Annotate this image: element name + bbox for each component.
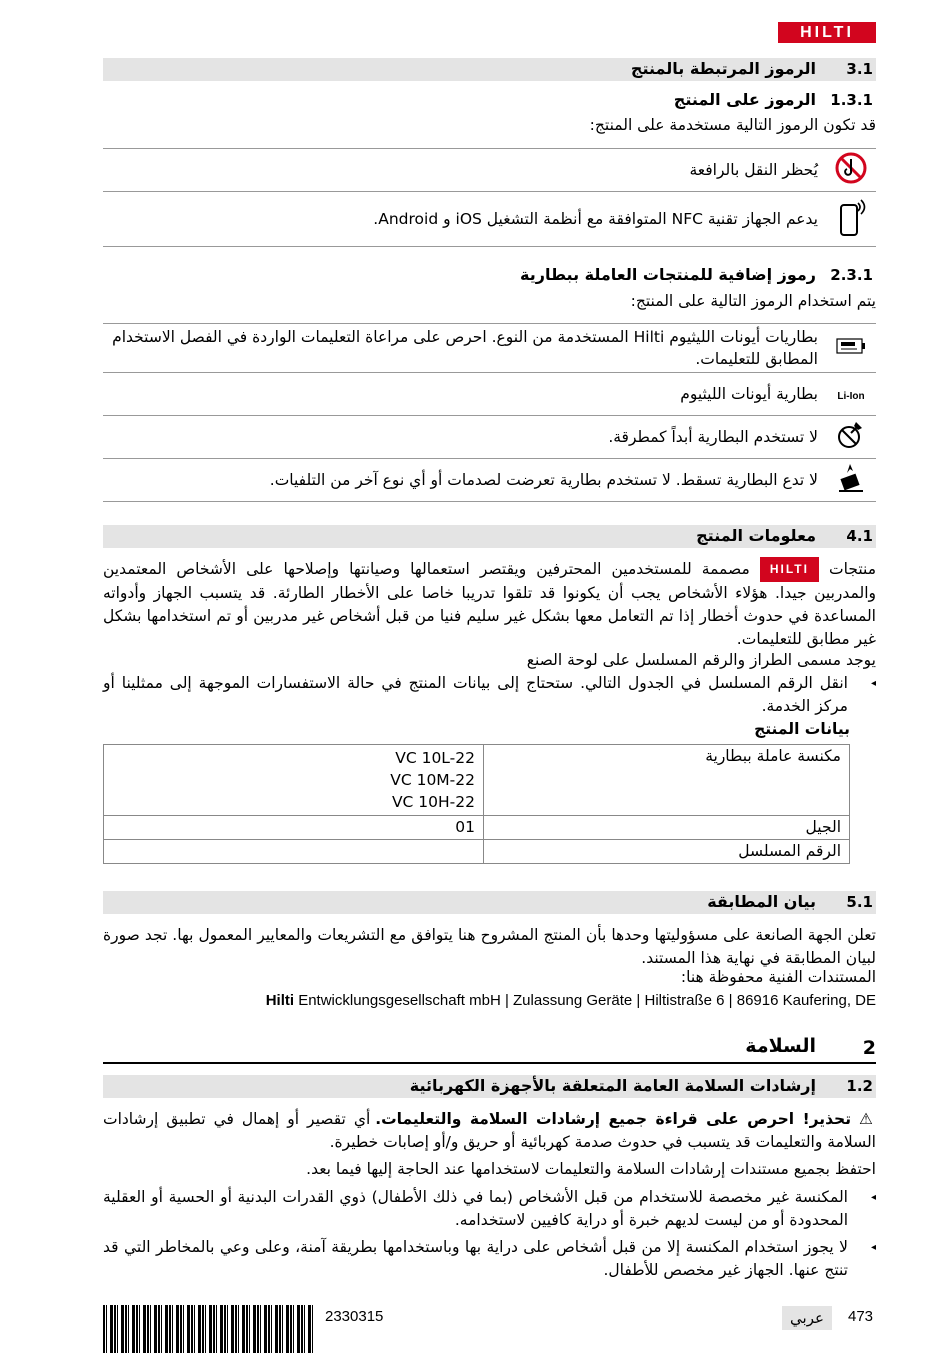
keep-instructions: احتفظ بجميع مستندات إرشادات السلامة والتعليمات لاستخدامها عند الحاجة إليها فيما بعد.: [306, 1160, 876, 1178]
bullet-text: المكنسة غير مخصصة للاستخدام من قبل الأشخاص (بما في ذلك الأطفال) ذوي القدرات البدنية أو الحسية أو العقلية المحدودة أو من ليست لديهم خبرة أو دراية كافيين لاستخدامه.: [103, 1188, 848, 1229]
product-label: مكنسة عاملة ببطارية: [484, 745, 850, 816]
bullet-text: انقل الرقم المسلسل في الجدول التالي. ستحتاج إلى بيانات المنتج في حالة الاستفسارات الموجهة إلى ممثلينا أو مركز الخدمة.: [103, 674, 848, 715]
symbol-description: لا تستخدم البطارية أبداً كمطرقة.: [103, 416, 826, 459]
conformity-paragraph: تعلن الجهة الصانعة على مسؤوليتها وحدها بأن المنتج المشروح هنا يتوافق مع التشريعات والمعايير المعمول بها. تجد صورة لبيان المطابقة في نهاية هذا المستند.: [103, 926, 876, 967]
section-4-1-header: [103, 525, 876, 548]
safety-warning: [103, 1108, 876, 1154]
section-title: بيان المطابقة: [707, 892, 816, 911]
serial-label: الرقم المسلسل: [484, 840, 850, 864]
symbol-row: [103, 192, 876, 247]
section-number: 3.1: [846, 60, 873, 78]
no-crane-lift-icon: [826, 149, 876, 192]
section-title: معلومات المنتج: [696, 526, 816, 545]
symbol-row: [103, 373, 876, 416]
bullet-arrow-icon: ◂: [870, 1242, 876, 1253]
generation-value: 01: [104, 816, 484, 840]
product-data-table: [103, 744, 850, 864]
serial-number-input[interactable]: [104, 840, 484, 864]
warning-rest: أي تقصير أو إهمال في تطبيق إرشادات السلامة والتعليمات قد يتسبب في حدوث صدمة كهربائية أو حريق و/أو إصابات خطيرة.: [103, 1110, 876, 1151]
model-value: VC 10H-22: [391, 793, 475, 811]
model-value: VC 10M-22: [390, 771, 475, 789]
symbol-row: [103, 149, 876, 192]
li-ion-label: [826, 373, 876, 416]
generation-row: [104, 816, 850, 840]
symbol-description: لا تدع البطارية تسقط. لا تستخدم بطارية تعرضت لصدمات أو أي نوع آخر من التلفيات.: [103, 459, 826, 502]
chapter-number: 2: [862, 1037, 876, 1059]
battery-description-text: بطاريات أيونات الليثيوم Hilti المستخدمة من النوع. احرص على مراعاة التعليمات الواردة في الفصل الاستخدام المطابق للتعليمات.: [112, 328, 818, 368]
hilti-battery-icon: [826, 324, 876, 373]
section-5-1-header: [103, 891, 876, 914]
no-hammer-icon: [826, 416, 876, 459]
subsection-number: 1.3.1: [830, 91, 873, 109]
battery-symbols-table: [103, 323, 876, 502]
subsection-2-3-1-header: [103, 264, 876, 288]
product-values: [104, 745, 484, 816]
symbol-description: [103, 324, 826, 373]
subsection-intro: يتم استخدام الرموز التالية على المنتج:: [630, 292, 876, 310]
product-row: [104, 745, 850, 816]
symbol-description: يُحظر النقل بالرافعة: [103, 149, 826, 192]
product-data-title: بيانات المنتج: [754, 720, 850, 738]
product-info-paragraph: [103, 557, 876, 651]
section-3-1-header: [103, 58, 876, 81]
symbols-table: [103, 148, 876, 247]
chapter-2-header: [103, 1037, 876, 1064]
symbol-row: [103, 324, 876, 373]
subsection-number: 2.3.1: [830, 266, 873, 284]
address-rest: Entwicklungsgesellschaft mbH | Zulassung Geräte | Hiltistraße 6 | 86916 Kaufering, DE: [294, 992, 876, 1009]
bullet-arrow-icon: ◂: [870, 1192, 876, 1203]
symbol-description: بطارية أيونات الليثيوم: [103, 373, 826, 416]
address-brand: Hilti: [265, 992, 295, 1009]
section-title: الرموز المرتبطة بالمنتج: [630, 59, 816, 78]
section-1-2-header: [103, 1075, 876, 1098]
symbol-row: [103, 416, 876, 459]
document-number: 2330315: [325, 1308, 384, 1325]
warning-triangle-icon: ⚠: [859, 1110, 876, 1128]
symbol-row: [103, 459, 876, 502]
bullet-text: لا يجوز استخدام المكنسة إلا من قبل أشخاص على دراية بها وباستخدامها بطريقة آمنة، وعلى وعي بالمخاطر التي قد تنتج عنها. الجهاز غير مخصص للأطفال.: [103, 1238, 848, 1279]
warning-bold: تحذير! احرص على قراءة جميع إرشادات السلامة والتعليمات.: [375, 1110, 852, 1128]
model-value: VC 10L-22: [395, 749, 475, 767]
technical-docs-label: المستندات الفنية محفوظة هنا:: [680, 968, 876, 986]
barcode: [103, 1305, 313, 1353]
serial-row: [104, 840, 850, 864]
section-number: 1.2: [846, 1077, 873, 1095]
para-start: منتجات: [829, 560, 877, 578]
section-number: 4.1: [846, 527, 873, 545]
language-badge: عربي: [782, 1306, 832, 1330]
drop-damage-icon: [826, 459, 876, 502]
subsection-1-3-1-header: [103, 89, 876, 113]
subsection-title: رموز إضافية للمنتجات العاملة ببطارية: [520, 265, 816, 284]
type-plate-note: يوجد مسمى الطراز والرقم المسلسل على لوحة الصنع: [526, 651, 876, 669]
bullet-item: [103, 1186, 876, 1232]
section-number: 5.1: [846, 893, 873, 911]
section-title: إرشادات السلامة العامة المتعلقة بالأجهزة الكهربائية: [409, 1076, 816, 1095]
bullet-item: [103, 672, 876, 718]
li-ion-text: Li-Ion: [837, 391, 865, 402]
bullet-item: [103, 1236, 876, 1282]
generation-label: الجيل: [484, 816, 850, 840]
para-rest: مصممة للمستخدمين المحترفين ويقتصر استعمالها وصيانتها وإصلاحها على الأشخاص المعتمدين والمدربين جيدا. هؤلاء الأشخاص يجب أن يكونوا قد تلقوا تدريبا خاصا على الأخطار الطارئة. قد يتسبب الجهاز وأدواته المساعدة في حدوث أخطار إذا تم التعامل معها بشكل غير سليم فنيا من قبل أشخاص غير مدربين أو تم استخدامها بشكل غير مطابق للتعليمات.: [103, 560, 876, 648]
subsection-title: الرموز على المنتج: [673, 90, 816, 109]
symbol-description: يدعم الجهاز تقنية NFC المتوافقة مع أنظمة التشغيل iOS و Android.: [103, 192, 826, 247]
page-number: 473: [848, 1308, 874, 1325]
hilti-logo: HILTI: [778, 22, 876, 43]
subsection-intro: قد تكون الرموز التالية مستخدمة على المنتج:: [589, 116, 876, 134]
chapter-title: السلامة: [745, 1035, 816, 1057]
nfc-phone-icon: [826, 192, 876, 247]
bullet-arrow-icon: ◂: [870, 678, 876, 689]
hilti-inline-logo: HILTI: [760, 557, 819, 582]
manufacturer-address: [103, 989, 876, 1012]
